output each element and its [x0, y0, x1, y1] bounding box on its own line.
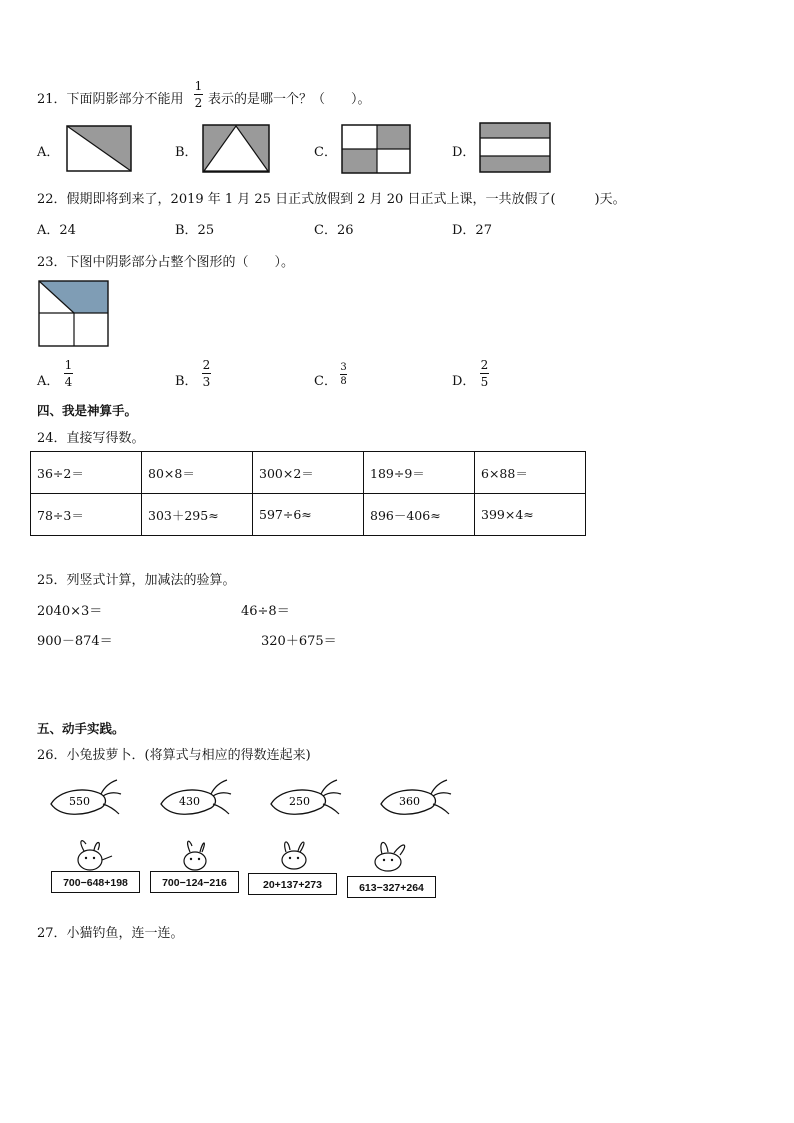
table-row [31, 494, 586, 536]
q21-option-c-figure [341, 124, 411, 174]
q23-option-d-fraction [480, 358, 489, 389]
q23-option-a-fraction [64, 358, 73, 389]
carrot-value: 360 [399, 795, 420, 808]
rabbit-icon [70, 838, 116, 872]
section-5-title: 五、动手实践。 [37, 721, 125, 736]
q22-text: 22．假期即将到来了，2019 年 1 月 25 日正式放假到 2 月 20 日正式上课，一共放假了( )天。 [37, 192, 626, 207]
fraction-numerator: 2 [480, 358, 489, 372]
q21-option-d-figure [479, 122, 551, 173]
q24-calc-table [30, 451, 586, 536]
carrot-icon [155, 774, 233, 820]
fraction-denominator: 5 [480, 375, 489, 389]
q25-text: 25．列竖式计算，加减法的验算。 [37, 573, 236, 588]
carrot-icon [375, 774, 453, 820]
q25-item[interactable]: 900－874＝ [37, 634, 113, 649]
carrot-value: 550 [69, 795, 90, 808]
q23-option-c-label[interactable]: C． [314, 374, 337, 389]
q22-option-b[interactable]: B．25 [175, 223, 215, 238]
calc-cell[interactable]: 189÷9＝ [364, 452, 475, 494]
q21-option-b-figure [202, 124, 270, 173]
q23-option-a-label[interactable]: A． [37, 374, 60, 389]
fraction-numerator: 1 [64, 358, 73, 372]
carrot-value: 430 [179, 795, 200, 808]
carrot-icon [265, 774, 343, 820]
q25-item[interactable]: 46÷8＝ [241, 604, 290, 619]
fraction-denominator: 4 [64, 375, 73, 389]
table-row [31, 452, 586, 494]
fraction-bar [194, 94, 203, 95]
carrot-icon [45, 774, 123, 820]
fraction-bar [64, 373, 73, 374]
calc-cell[interactable]: 303＋295≈ [142, 494, 253, 536]
q24-text: 24．直接写得数。 [37, 431, 145, 446]
fraction-numerator: 2 [202, 358, 211, 372]
section-4-title: 四、我是神算手。 [37, 403, 138, 418]
q21-option-a-label[interactable]: A． [37, 145, 60, 160]
q21-fraction [194, 79, 203, 110]
q25-item[interactable]: 320＋675＝ [261, 634, 337, 649]
carrot-value: 250 [289, 795, 310, 808]
q23-text: 23．下图中阴影部分占整个图形的（ ）。 [37, 255, 295, 270]
q22-option-a[interactable]: A．24 [37, 223, 76, 238]
q27-text: 27．小猫钓鱼，连一连。 [37, 926, 184, 941]
rabbit-icon [175, 838, 215, 872]
calc-cell[interactable]: 80×8＝ [142, 452, 253, 494]
fraction-bar [480, 373, 489, 374]
rabbit-icon [272, 836, 316, 872]
calc-cell[interactable]: 6×88＝ [475, 452, 586, 494]
calc-cell[interactable]: 896－406≈ [364, 494, 475, 536]
q23-figure [38, 280, 109, 348]
calc-cell[interactable]: 36÷2＝ [31, 452, 142, 494]
expression-box[interactable]: 700−648+198 [51, 871, 140, 893]
expression-box[interactable]: 613−327+264 [347, 876, 436, 898]
q23-option-d-label[interactable]: D． [452, 374, 476, 389]
fraction-denominator: 2 [194, 96, 203, 110]
q21-option-a-figure [66, 125, 132, 172]
q23-option-b-fraction [202, 358, 211, 389]
calc-cell[interactable]: 78÷3＝ [31, 494, 142, 536]
fraction-denominator: 8 [340, 376, 347, 387]
q23-option-b-label[interactable]: B． [175, 374, 198, 389]
calc-cell[interactable]: 399×4≈ [475, 494, 586, 536]
fraction-numerator: 3 [340, 362, 347, 373]
calc-cell[interactable]: 300×2＝ [253, 452, 364, 494]
q22-option-d[interactable]: D．27 [452, 223, 492, 238]
fraction-bar [340, 374, 347, 375]
fraction-numerator: 1 [194, 79, 203, 93]
q23-option-c-fraction [340, 362, 347, 387]
calc-cell[interactable]: 597÷6≈ [253, 494, 364, 536]
fraction-bar [202, 373, 211, 374]
expression-box[interactable]: 20+137+273 [248, 873, 337, 895]
q26-text: 26．小兔拔萝卜．(将算式与相应的得数连起来) [37, 748, 311, 763]
q22-option-c[interactable]: C．26 [314, 223, 354, 238]
q21-option-b-label[interactable]: B． [175, 145, 198, 160]
q21-option-d-label[interactable]: D． [452, 145, 476, 160]
q21-option-c-label[interactable]: C． [314, 145, 337, 160]
q21-text-prefix: 21．下面阴影部分不能用 [37, 92, 184, 107]
q25-item[interactable]: 2040×3＝ [37, 604, 103, 619]
rabbit-icon [368, 836, 414, 874]
expression-box[interactable]: 700−124−216 [150, 871, 239, 893]
fraction-denominator: 3 [202, 375, 211, 389]
q21-text-suffix: 表示的是哪一个？（ ）。 [208, 92, 371, 107]
